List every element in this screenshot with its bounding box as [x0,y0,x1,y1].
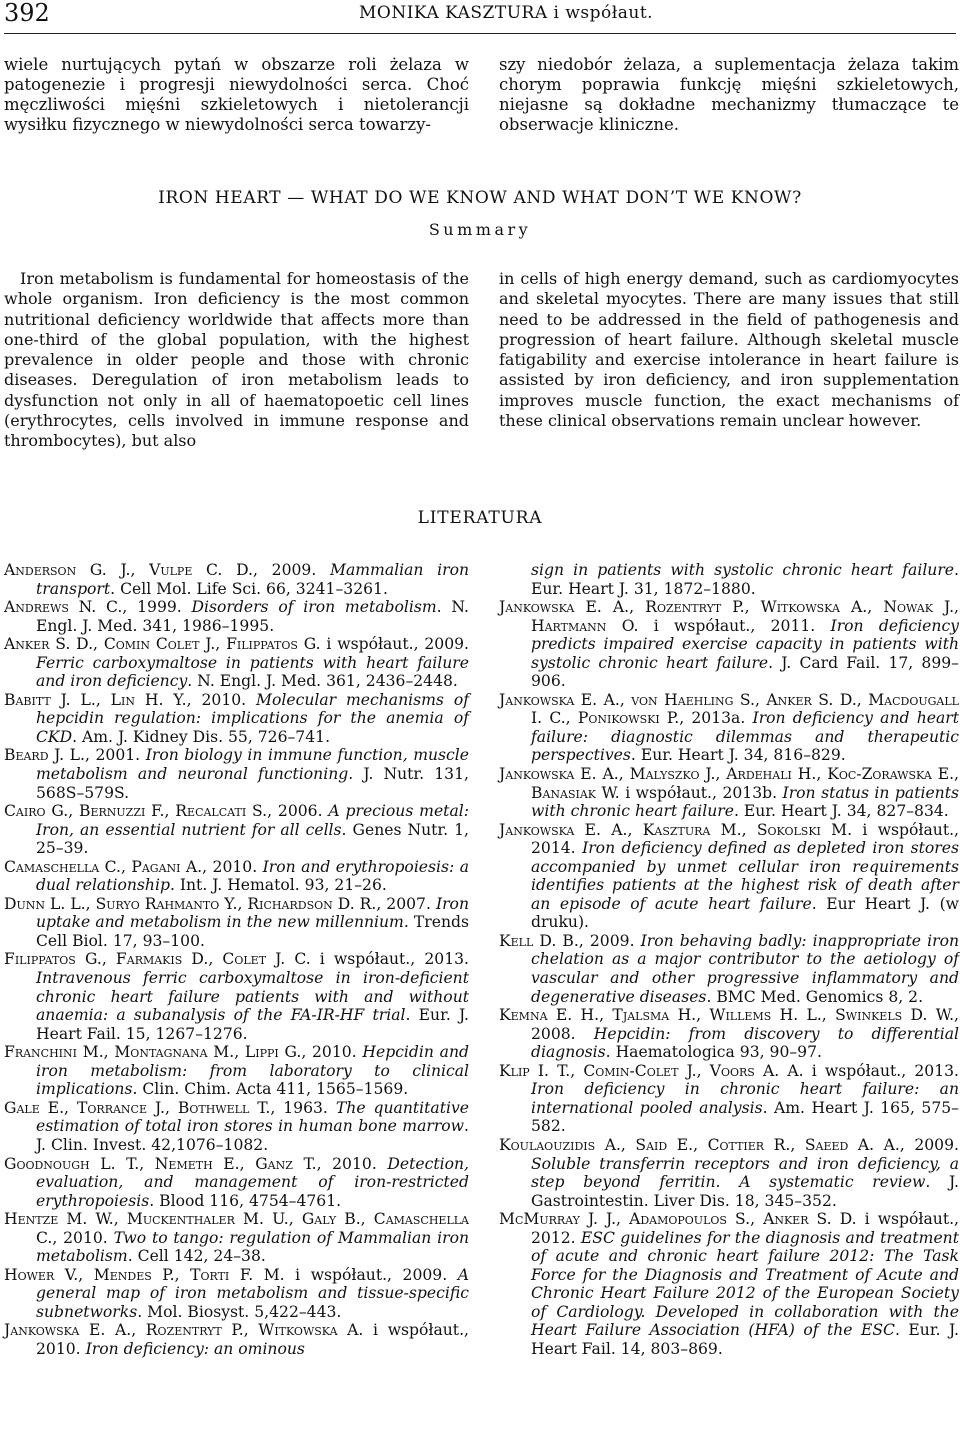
reference-title: Molecular mechanisms of hepcidin regulation: implications for the anemia of CKD [36,690,469,746]
reference-year: i współaut., 2009. [320,635,469,654]
literature-heading: LITERATURA [417,508,543,528]
reference-year: , 2010. [316,1154,388,1173]
reference-entry [4,746,469,802]
reference-title: Soluble transferrin receptors and iron deficiency, a step beyond ferritin. A systematic review [531,1154,959,1192]
reference-entry [4,802,469,858]
reference-year: i współaut., 2013. [803,1061,959,1080]
reference-entry [4,561,469,598]
reference-entry [499,598,959,691]
reference-authors: Camaschella C., Pagani A. [4,857,203,876]
reference-source: . BMC Med. Genomics 8, 2. [706,987,924,1006]
reference-title: Iron deficiency: an ominous [85,1339,305,1358]
reference-title: Hepcidin: from discovery to differential diagnosis [531,1024,959,1062]
reference-source: . Cell 142, 24–38. [127,1247,266,1266]
reference-entry [4,635,469,691]
reference-entry [4,1043,469,1099]
reference-entry [4,950,469,1043]
reference-source: . Haematologica 93, 90–97. [605,1043,822,1062]
reference-source: . Eur. Heart J. 31, 1872–1880. [531,561,959,598]
reference-year: , 2008. [531,1006,959,1043]
reference-entry [499,691,959,765]
reference-authors: Dunn L. L., Suryo Rahmanto Y., Richardson D. R. [4,894,377,913]
reference-title: Iron and erythropoiesis: a dual relationship [36,857,470,895]
reference-entry [499,1136,959,1210]
polish-text-right: szy niedobór żelaza, a suplementacja żelaza takim chorym poprawia funkcję mięśni szkieletowych, niejasne są dokładne mechanizmy tłumaczące te obserwacje kliniczne. [499,55,959,134]
reference-title: ESC guidelines for the diagnosis and treatment of acute and chronic heart failure 2012: The Task Force for the Diagnosis and Treatment of Acute and Chronic Heart Failure 2012 of the European Society of Cardiology. Developed in collaboration with the Heart Failure Association (HFA) of the ESC [531,1228,959,1340]
reference-title: Iron deficiency in chronic heart failure: an international pooled analysis [531,1080,959,1117]
summary-left: Iron metabolism is fundamental for homeostasis of the whole organism. Iron deficiency is the most common nutritional deficiency worldwide that affects more than one-third of the global population, with the highest prevalence in older people and those with chronic diseases. Deregulation of iron metabolism leads to dysfunction not only in all of haematopoetic cell lines (erythrocytes, cells involved in immune response and thrombocytes), but also [4,269,469,451]
reference-authors: Babitt J. L., Lin H. Y. [4,690,187,709]
reference-entry [4,598,469,635]
reference-entry [499,1210,959,1358]
references-right-column [499,561,959,1359]
reference-entry [4,1321,469,1358]
reference-entry [499,821,959,932]
reference-authors: Anderson G. J., Vulpe C. D. [4,561,253,579]
reference-source: . Cell Mol. Life Sci. 66, 3241–3261. [110,579,388,598]
reference-source: . Mol. Biosyst. 5,422–443. [137,1302,342,1321]
reference-source: . N. Engl. J. Med. 341, 1986–1995. [36,598,469,635]
reference-source: . Eur. J. Heart Fail. 15, 1267–1276. [36,1006,470,1043]
summary-right: in cells of high energy demand, such as cardiomyocytes and skeletal myocytes. There are many issues that still need to be addressed in the field of pathogenesis and progression of heart failure. Although skeletal muscle fatigability and exercise intolerance in heart failure is assisted by iron deficiency, and iron supplementation improves muscle function, the exact mechanisms of these clinical observations remain unclear however. [499,269,959,431]
reference-title: A general map of iron metabolism and tissue-specific subnetworks [36,1265,469,1321]
reference-authors: Goodnough L. T., Nemeth E., Ganz T. [4,1154,317,1173]
reference-entry [4,858,469,895]
reference-entry [4,1210,469,1266]
reference-source: . Clin. Chim. Acta 411, 1565–1569. [132,1080,409,1099]
reference-year: , 2010. [202,857,263,876]
reference-year: , 2010. [186,690,257,709]
reference-entry [499,1062,959,1136]
reference-year: , 2010. [301,1043,363,1062]
reference-year: , 2009. [253,561,330,579]
reference-authors: Klip I. T., Comin-Colet J., Voors A. A. [499,1061,804,1080]
reference-year: , 2001. [84,746,146,765]
reference-authors: Jankowska E. A., Malyszko J., Ardehali H., Koc-Zorawska E., Banasiak W. [499,765,959,802]
reference-authors: Filippatos G., Farmakis D., Colet J. C. [4,950,311,969]
reference-source: . Trends Cell Biol. 17, 93–100. [36,913,470,950]
reference-entry [4,1266,469,1322]
reference-authors: Kemna E. H., Tjalsma H., Willems H. L., Swinkels D. W. [499,1006,955,1025]
summary-heading: Summary [428,220,532,239]
reference-title: Mammalian iron transport [36,561,470,598]
reference-title: Hepcidin and iron metabolism: from laboratory to clinical implications [36,1043,469,1099]
polish-text-left: wiele nurtujących pytań w obszarze roli żelaza w patogenezie i progresji niewydolności serca. Choć męczliwości mięśni szkieletowych i nietolerancji wysiłku fizycznego w niewydolności serca towarzy- [4,55,469,134]
reference-year: , 2009. [899,1135,959,1154]
reference-title: sign in patients with systolic chronic heart failure [531,561,955,579]
reference-title: Iron deficiency and heart failure: diagnostic dilemmas and therapeutic perspectives [531,709,959,765]
reference-source: . Eur Heart J. (w druku). [531,894,959,932]
reference-title: Iron status in patients with chronic heart failure [531,783,959,821]
reference-authors: Beard J. L. [4,746,85,765]
reference-title: The quantitative estimation of total iron stores in human bone marrow [36,1098,470,1136]
reference-year: , 2009. [578,931,641,950]
reference-authors: Jankowska E. A., von Haehling S., Anker S. D., Macdougall I. C., Ponikowski P. [499,690,959,728]
reference-authors: McMurray J. J., Adamopoulos S., Anker S. D. [499,1210,857,1229]
reference-source: . Am. J. Kidney Dis. 55, 726–741. [72,727,331,746]
reference-authors: Hower V., Mendes P., Torti F. M. [4,1265,285,1284]
reference-source: . Am. Heart J. 165, 575–582. [531,1098,959,1136]
reference-source: . J. Card Fail. 17, 899–906. [531,653,959,691]
reference-year: , 2007. [376,894,436,913]
reference-year: , 1999. [122,598,192,617]
reference-authors: Jankowska E. A., Rozentryt P., Witkowska A. [4,1321,364,1340]
reference-entry [4,691,469,747]
reference-entry [499,561,959,598]
reference-entry [4,1155,469,1211]
reference-authors: Cairo G., Bernuzzi F., Recalcati S. [4,802,268,821]
reference-title: Disorders of iron metabolism [191,598,437,617]
reference-year: i współaut., 2012. [531,1210,960,1247]
english-title: IRON HEART — WHAT DO WE KNOW AND WHAT DON’T WE KNOW? [158,188,802,208]
reference-entry [4,895,469,951]
reference-year: i współaut., 2011. [638,616,831,635]
reference-title: Iron biology in immune function, muscle metabolism and neuronal functioning [36,746,469,784]
reference-entry [4,1099,469,1155]
reference-authors: Gale E., Torrance J., Bothwell T. [4,1098,271,1117]
header-rule [4,33,956,34]
reference-year: i współaut., 2014. [531,820,959,858]
reference-year: , 1963. [270,1098,336,1117]
reference-source: . Eur. J. Heart Fail. 14, 803–869. [531,1321,959,1358]
reference-entry [499,932,959,1006]
reference-title: Two to tango: regulation of Mammalian iron metabolism [36,1228,470,1266]
reference-year: , 2006. [267,802,329,821]
reference-year: , 2013a. [679,709,753,728]
reference-year: i współaut., 2009. [284,1265,458,1284]
reference-year: i współaut., 2010. [36,1321,469,1358]
page-header [4,0,956,30]
reference-title: Iron deficiency defined as depleted iron stores accompanied by unmet cellular iron requirements identifies patients at the highest risk of death after an episode of acute heart failure [531,839,959,913]
reference-source: . Blood 116, 4754–4761. [149,1191,342,1210]
reference-title: Iron uptake and metabolism in the new millennium [36,894,469,932]
page-number: 392 [4,0,50,27]
reference-authors: Franchini M., Montagnana M., Lippi G. [4,1043,302,1062]
reference-authors: Jankowska E. A., Rozentryt P., Witkowska A., Nowak J., Hartmann O. [499,598,959,635]
reference-authors: Jankowska E. A., Kasztura M., Sokolski M. [499,820,853,839]
reference-source: . J. Clin. Invest. 42,1076–1082. [36,1117,469,1154]
reference-title: A precious metal: Iron, an essential nutrient for all cells [36,802,469,839]
reference-authors: Hentze M. W., Muckenthaler M. U., Galy B., Camaschella C. [4,1210,469,1247]
running-head: MONIKA KASZTURA i współaut. [359,3,654,23]
references-left-column [4,561,469,1359]
reference-authors: Koulaouzidis A., Said E., Cottier R., Saeed A. A. [499,1135,900,1154]
reference-entry [499,765,959,821]
reference-year: i współaut., 2013b. [619,783,783,802]
reference-title: Detection, evaluation, and management of iron-restricted erythropoiesis [36,1154,470,1210]
reference-authors: Anker S. D., Comin Colet J., Filippatos G. [4,635,321,654]
reference-source: . J. Gastrointestin. Liver Dis. 18, 345–352. [531,1173,959,1210]
reference-source: . N. Engl. J. Med. 361, 2436–2448. [187,672,458,691]
reference-year: , 2010. [52,1228,114,1247]
reference-source: . Eur. Heart J. 34, 816–829. [630,746,846,765]
reference-authors: Andrews N. C. [4,598,123,617]
reference-entry [499,1006,959,1062]
reference-year: i współaut., 2013. [310,950,469,969]
reference-source: . Int. J. Hematol. 93, 21–26. [169,876,387,895]
reference-title: Iron deficiency predicts impaired exercise capacity in patients with systolic chronic heart failure [531,616,959,672]
reference-title: Ferric carboxymaltose in patients with heart failure and iron deficiency [36,653,469,691]
reference-authors: Kell D. B. [499,931,579,950]
reference-title: Iron behaving badly: inappropriate iron chelation as a major contributor to the aetiology of vascular and other progressive inflammatory and degenerative diseases [531,931,960,1006]
reference-source: . Eur. Heart J. 34, 827–834. [733,802,949,821]
reference-source: . J. Nutr. 131, 568S–579S. [36,765,469,802]
reference-source: . Genes Nutr. 1, 25–39. [36,820,469,858]
reference-title: Intravenous ferric carboxymaltose in iron-deficient chronic heart failure patients with and without anaemia: a subanalysis of the FA-IR-HF trial [36,969,469,1025]
